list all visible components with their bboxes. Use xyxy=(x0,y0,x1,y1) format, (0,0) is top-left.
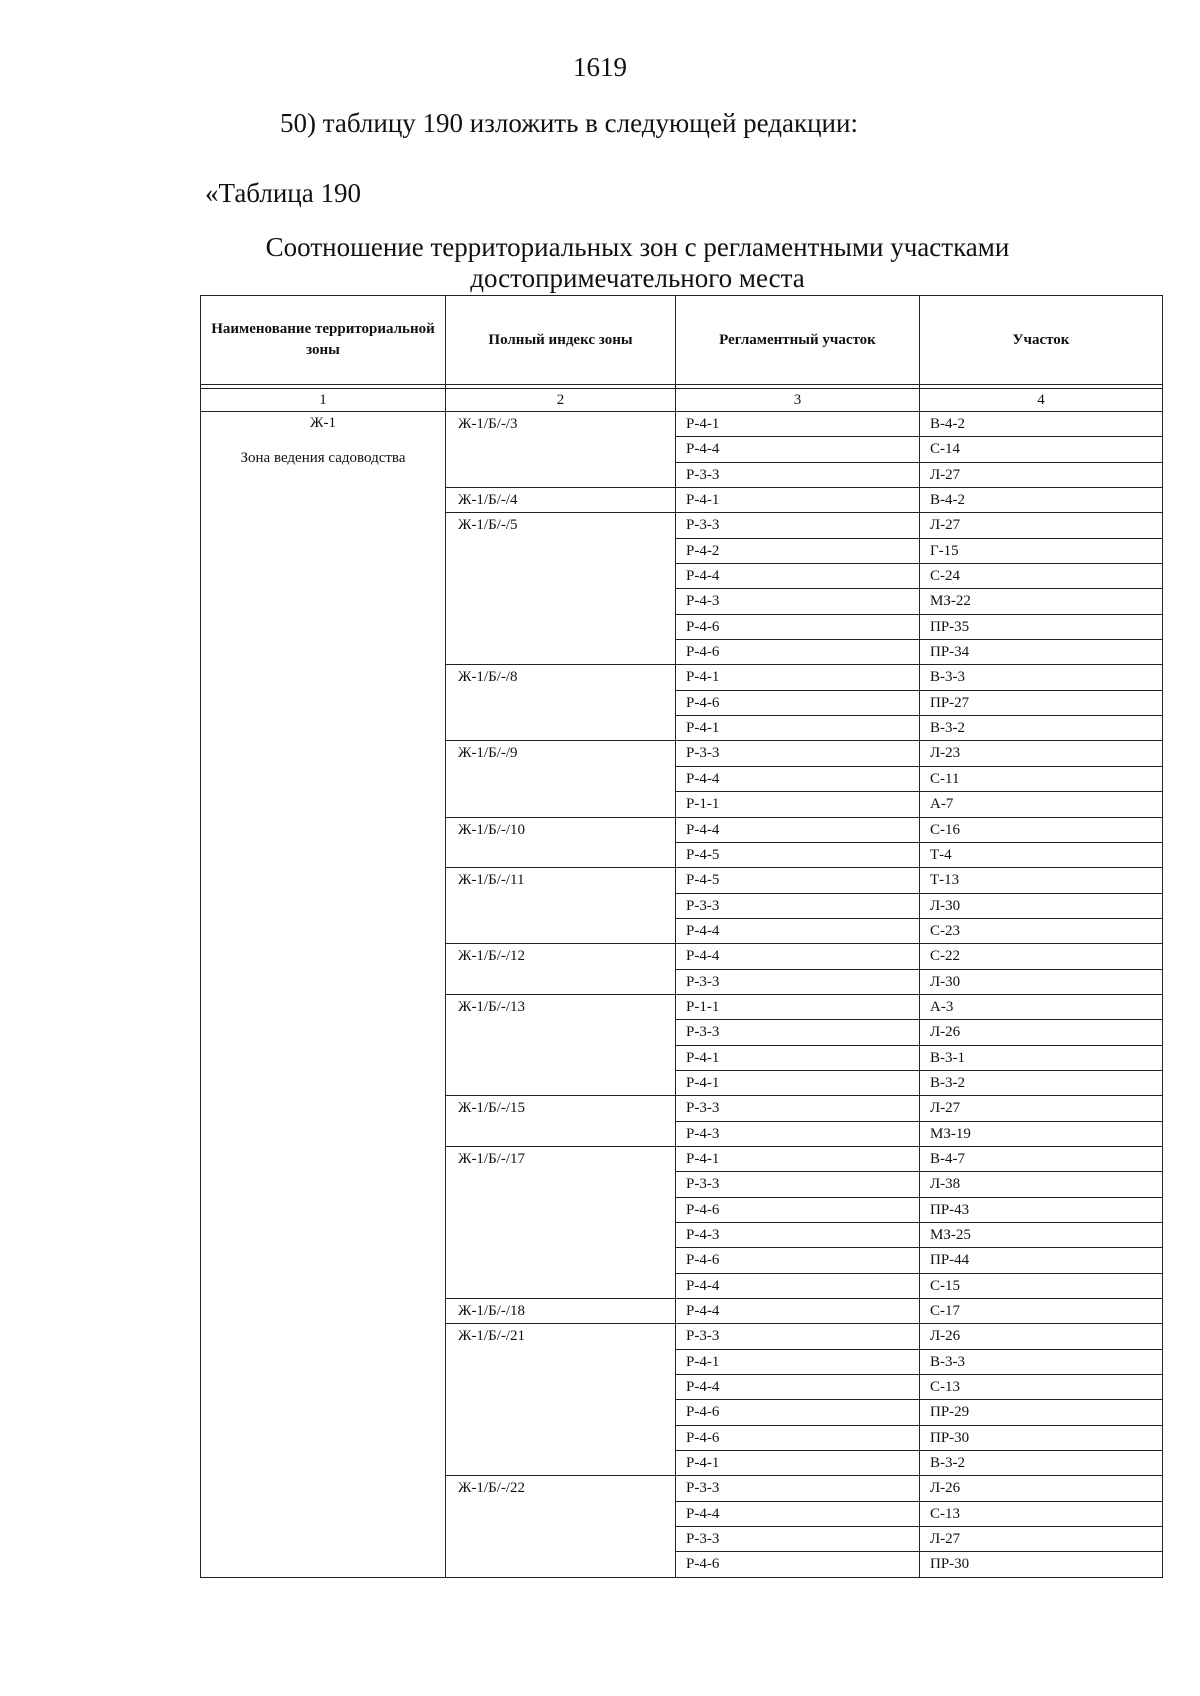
plot-cell: В-3-3 xyxy=(920,665,1163,690)
regulation-plot-cell: Р-4-1 xyxy=(676,412,920,437)
plot-cell: С-13 xyxy=(920,1501,1163,1526)
zone-index-cell: Ж-1/Б/-/18 xyxy=(446,1299,676,1324)
plot-cell: Л-26 xyxy=(920,1476,1163,1501)
plot-cell: Л-27 xyxy=(920,1527,1163,1552)
zone-index-cell: Ж-1/Б/-/10 xyxy=(446,817,676,868)
table-title xyxy=(0,232,1200,294)
plot-cell: В-3-1 xyxy=(920,1045,1163,1070)
plot-cell: А-7 xyxy=(920,792,1163,817)
plot-cell: С-23 xyxy=(920,918,1163,943)
zone-index-cell: Ж-1/Б/-/21 xyxy=(446,1324,676,1476)
regulation-plot-cell: Р-4-2 xyxy=(676,538,920,563)
intro-text: 50) таблицу 190 изложить в следующей редакции: xyxy=(280,108,858,138)
plot-cell: В-3-3 xyxy=(920,1349,1163,1374)
zone-index-cell: Ж-1/Б/-/5 xyxy=(446,513,676,665)
regulation-plot-cell: Р-4-5 xyxy=(676,868,920,893)
zone-index-cell: Ж-1/Б/-/12 xyxy=(446,944,676,995)
regulation-plot-cell: Р-4-4 xyxy=(676,817,920,842)
header-zone-name: Наименование территориальной зоны xyxy=(201,296,446,385)
column-number-row xyxy=(201,389,1163,412)
regulation-plot-cell: Р-4-4 xyxy=(676,564,920,589)
plot-cell: Л-27 xyxy=(920,1096,1163,1121)
zone-index-cell: Ж-1/Б/-/9 xyxy=(446,741,676,817)
plot-cell: ПР-29 xyxy=(920,1400,1163,1425)
regulation-plot-cell: Р-4-4 xyxy=(676,944,920,969)
plot-cell: С-15 xyxy=(920,1273,1163,1298)
table-title-line-1: Соотношение территориальных зон с регламентными участками xyxy=(265,232,1010,262)
plot-cell: Л-38 xyxy=(920,1172,1163,1197)
zones-table-container xyxy=(200,295,1162,1578)
plot-cell: С-13 xyxy=(920,1375,1163,1400)
plot-cell: МЗ-25 xyxy=(920,1223,1163,1248)
regulation-plot-cell: Р-4-6 xyxy=(676,640,920,665)
regulation-plot-cell: Р-4-4 xyxy=(676,1375,920,1400)
plot-cell: Г-15 xyxy=(920,538,1163,563)
plot-cell: ПР-30 xyxy=(920,1552,1163,1577)
regulation-plot-cell: Р-1-1 xyxy=(676,994,920,1019)
table-row xyxy=(201,412,1163,437)
column-number: 3 xyxy=(676,389,920,412)
regulation-plot-cell: Р-4-3 xyxy=(676,1121,920,1146)
plot-cell: В-3-2 xyxy=(920,1070,1163,1095)
regulation-plot-cell: Р-4-1 xyxy=(676,665,920,690)
plot-cell: В-4-7 xyxy=(920,1146,1163,1171)
regulation-plot-cell: Р-4-6 xyxy=(676,690,920,715)
plot-cell: ПР-35 xyxy=(920,614,1163,639)
plot-cell: В-4-2 xyxy=(920,488,1163,513)
table-title-line-2: достопримечательного места xyxy=(470,263,805,293)
regulation-plot-cell: Р-4-4 xyxy=(676,1501,920,1526)
regulation-plot-cell: Р-4-3 xyxy=(676,1223,920,1248)
plot-cell: ПР-43 xyxy=(920,1197,1163,1222)
regulation-plot-cell: Р-4-1 xyxy=(676,1070,920,1095)
regulation-plot-cell: Р-4-1 xyxy=(676,1451,920,1476)
plot-cell: Л-27 xyxy=(920,513,1163,538)
regulation-plot-cell: Р-4-3 xyxy=(676,589,920,614)
regulation-plot-cell: Р-3-3 xyxy=(676,1020,920,1045)
zone-index-cell: Ж-1/Б/-/11 xyxy=(446,868,676,944)
regulation-plot-cell: Р-4-1 xyxy=(676,488,920,513)
plot-cell: Л-30 xyxy=(920,893,1163,918)
plot-cell: С-17 xyxy=(920,1299,1163,1324)
regulation-plot-cell: Р-3-3 xyxy=(676,969,920,994)
zone-index-cell: Ж-1/Б/-/3 xyxy=(446,412,676,488)
zone-code: Ж-1 xyxy=(310,415,336,431)
regulation-plot-cell: Р-3-3 xyxy=(676,513,920,538)
zone-index-cell: Ж-1/Б/-/13 xyxy=(446,994,676,1095)
regulation-plot-cell: Р-4-6 xyxy=(676,1248,920,1273)
plot-cell: ПР-27 xyxy=(920,690,1163,715)
regulation-plot-cell: Р-4-1 xyxy=(676,1045,920,1070)
zone-index-cell: Ж-1/Б/-/4 xyxy=(446,488,676,513)
zone-name: Зона ведения садоводства xyxy=(240,450,406,466)
table-label: «Таблица 190 xyxy=(205,178,361,208)
page-number: 1619 xyxy=(573,52,627,82)
plot-cell: МЗ-19 xyxy=(920,1121,1163,1146)
plot-cell: В-3-2 xyxy=(920,1451,1163,1476)
plot-cell: А-3 xyxy=(920,994,1163,1019)
plot-cell: МЗ-22 xyxy=(920,589,1163,614)
regulation-plot-cell: Р-4-1 xyxy=(676,716,920,741)
plot-cell: Т-13 xyxy=(920,868,1163,893)
header-zone-index: Полный индекс зоны xyxy=(446,296,676,385)
column-number: 4 xyxy=(920,389,1163,412)
column-number: 2 xyxy=(446,389,676,412)
regulation-plot-cell: Р-3-3 xyxy=(676,1324,920,1349)
plot-cell: С-16 xyxy=(920,817,1163,842)
regulation-plot-cell: Р-4-5 xyxy=(676,842,920,867)
regulation-plot-cell: Р-3-3 xyxy=(676,462,920,487)
regulation-plot-cell: Р-4-4 xyxy=(676,766,920,791)
header-regulation-plot: Регламентный участок xyxy=(676,296,920,385)
regulation-plot-cell: Р-3-3 xyxy=(676,1096,920,1121)
regulation-plot-cell: Р-4-4 xyxy=(676,437,920,462)
regulation-plot-cell: Р-4-6 xyxy=(676,614,920,639)
header-row xyxy=(201,296,1163,385)
plot-cell: С-24 xyxy=(920,564,1163,589)
plot-cell: С-14 xyxy=(920,437,1163,462)
plot-cell: В-4-2 xyxy=(920,412,1163,437)
regulation-plot-cell: Р-4-4 xyxy=(676,1273,920,1298)
regulation-plot-cell: Р-3-3 xyxy=(676,1527,920,1552)
plot-cell: ПР-44 xyxy=(920,1248,1163,1273)
regulation-plot-cell: Р-4-4 xyxy=(676,1299,920,1324)
regulation-plot-cell: Р-1-1 xyxy=(676,792,920,817)
plot-cell: ПР-30 xyxy=(920,1425,1163,1450)
regulation-plot-cell: Р-4-6 xyxy=(676,1197,920,1222)
plot-cell: Л-30 xyxy=(920,969,1163,994)
regulation-plot-cell: Р-4-6 xyxy=(676,1552,920,1577)
table-body xyxy=(201,412,1163,1578)
regulation-plot-cell: Р-4-1 xyxy=(676,1146,920,1171)
zone-index-cell: Ж-1/Б/-/8 xyxy=(446,665,676,741)
zones-table xyxy=(200,295,1163,1578)
regulation-plot-cell: Р-4-6 xyxy=(676,1425,920,1450)
regulation-plot-cell: Р-4-1 xyxy=(676,1349,920,1374)
plot-cell: С-11 xyxy=(920,766,1163,791)
plot-cell: Л-26 xyxy=(920,1020,1163,1045)
regulation-plot-cell: Р-3-3 xyxy=(676,741,920,766)
plot-cell: ПР-34 xyxy=(920,640,1163,665)
zone-index-cell: Ж-1/Б/-/22 xyxy=(446,1476,676,1577)
regulation-plot-cell: Р-4-4 xyxy=(676,918,920,943)
plot-cell: Т-4 xyxy=(920,842,1163,867)
plot-cell: Л-27 xyxy=(920,462,1163,487)
regulation-plot-cell: Р-4-6 xyxy=(676,1400,920,1425)
regulation-plot-cell: Р-3-3 xyxy=(676,893,920,918)
plot-cell: В-3-2 xyxy=(920,716,1163,741)
column-number: 1 xyxy=(201,389,446,412)
zone-index-cell: Ж-1/Б/-/15 xyxy=(446,1096,676,1147)
zone-cell xyxy=(201,412,446,1578)
plot-cell: С-22 xyxy=(920,944,1163,969)
plot-cell: Л-23 xyxy=(920,741,1163,766)
plot-cell: Л-26 xyxy=(920,1324,1163,1349)
zone-index-cell: Ж-1/Б/-/17 xyxy=(446,1146,676,1298)
regulation-plot-cell: Р-3-3 xyxy=(676,1476,920,1501)
header-plot: Участок xyxy=(920,296,1163,385)
regulation-plot-cell: Р-3-3 xyxy=(676,1172,920,1197)
